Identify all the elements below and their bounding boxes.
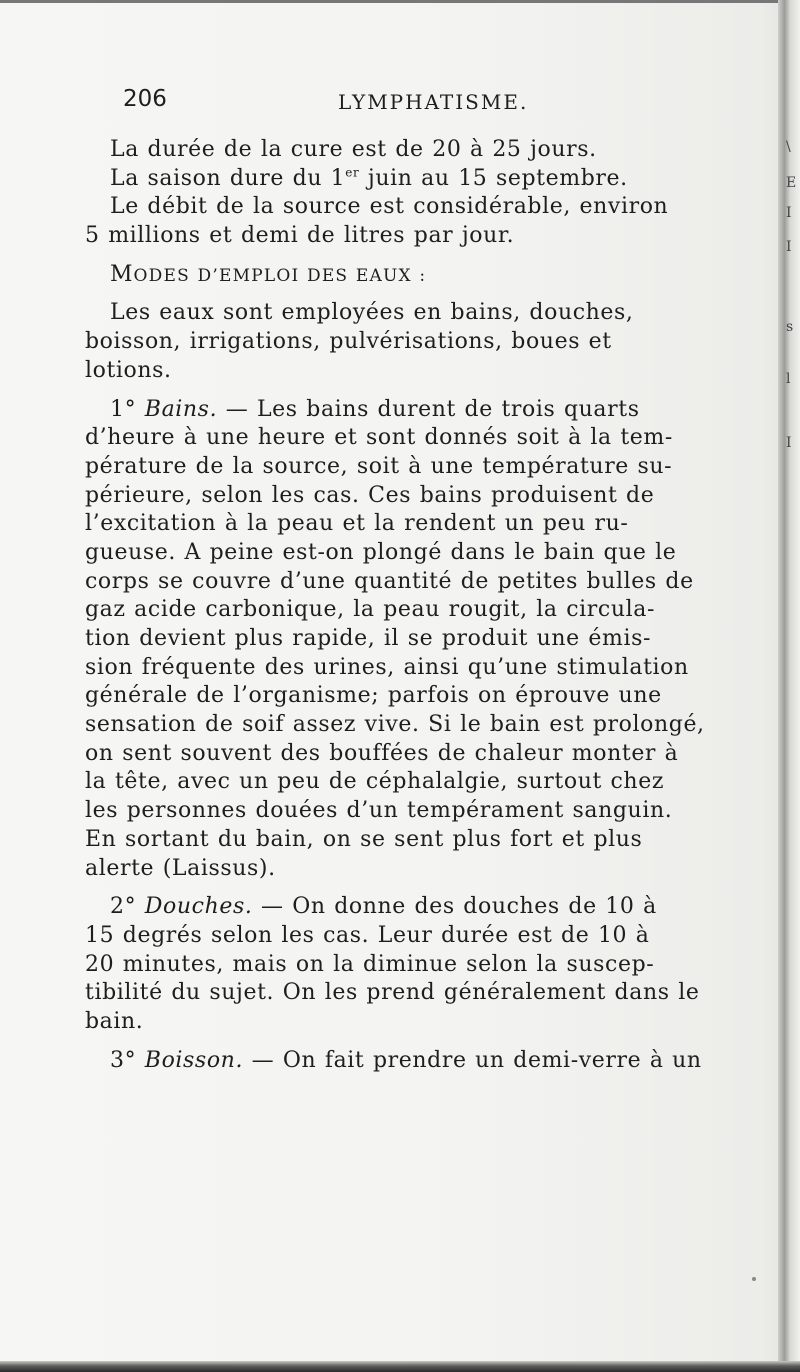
text-line: Les eaux sont employées en bains, douches, xyxy=(110,300,634,326)
running-title: LYMPHATISME. xyxy=(338,90,529,114)
text-line: sensation de soif assez vive. Si le bain est prolongé, xyxy=(85,712,705,738)
subsection-bains: 1° Bains. — Les bains durent de trois quarts xyxy=(110,396,640,422)
text-line: on sent souvent des bouffées de chaleur monter à xyxy=(85,740,679,766)
text-line: la tête, avec un peu de céphalalgie, surtout chez xyxy=(85,769,665,795)
page-number: 206 xyxy=(123,86,167,112)
text-line: corps se couvre d’une quantité de petites bulles de xyxy=(85,568,694,594)
page-header xyxy=(123,86,773,116)
text-line: La durée de la cure est de 20 à 25 jours. xyxy=(110,137,597,162)
text-line: tibilité du sujet. On les prend généralement dans le xyxy=(85,980,700,1006)
text-line: générale de l’organisme; parfois on éprouve une xyxy=(85,683,662,709)
margin-glyph: \ xyxy=(786,139,791,155)
text-line: 20 minutes, mais on la diminue selon la suscep- xyxy=(85,951,655,977)
ink-speck xyxy=(752,1277,756,1281)
body-text xyxy=(85,136,765,1075)
text-line: En sortant du bain, on se sent plus fort et plus xyxy=(85,826,643,852)
text-line: La saison dure du 1er juin au 15 septembre. xyxy=(110,165,628,191)
subsection-douches: 2° Douches. — On donne des douches de 10 à xyxy=(110,894,657,920)
text-line: 5 millions et demi de litres par jour. xyxy=(85,223,515,249)
text-line: alerte (Laissus). xyxy=(85,855,276,881)
margin-glyph: l xyxy=(786,371,791,387)
text-line: périeure, selon les cas. Ces bains produisent de xyxy=(85,482,655,508)
text-line: sion fréquente des urines, ainsi qu’une stimulation xyxy=(85,654,689,680)
text-line: Le débit de la source est considérable, environ xyxy=(110,194,669,220)
text-line: boisson, irrigations, pulvérisations, boues et xyxy=(85,329,612,355)
top-border xyxy=(0,0,800,3)
text-line: gueuse. A peine est-on plongé dans le bain que le xyxy=(85,539,677,565)
text-line: l’excitation à la peau et la rendent un peu ru- xyxy=(85,511,629,537)
text-line: lotions. xyxy=(85,357,172,383)
margin-glyph: s xyxy=(786,319,794,335)
text-line: gaz acide carbonique, la peau rougit, la circula- xyxy=(85,597,655,623)
text-line: d’heure à une heure et sont donnés soit à la tem- xyxy=(85,425,673,451)
margin-glyph: I xyxy=(786,205,792,221)
bottom-border xyxy=(0,1361,800,1372)
text-line: pérature de la source, soit à une température su- xyxy=(85,453,673,479)
subsection-boisson: 3° Boisson. — On fait prendre un demi-verre à un xyxy=(110,1047,702,1073)
text-line: les personnes douées d’un tempérament sanguin. xyxy=(85,798,673,824)
margin-glyph: I xyxy=(786,435,792,451)
text-line: 15 degrés selon les cas. Leur durée est de 10 à xyxy=(85,922,650,948)
margin-glyph: E xyxy=(786,175,797,191)
margin-glyph: I xyxy=(786,239,792,255)
text-line: bain. xyxy=(85,1008,144,1034)
text-line: tion devient plus rapide, il se produit une émis- xyxy=(85,626,652,651)
adjacent-page-margin xyxy=(786,0,800,1372)
section-heading: MODES D’EMPLOI DES EAUX : xyxy=(110,261,427,287)
